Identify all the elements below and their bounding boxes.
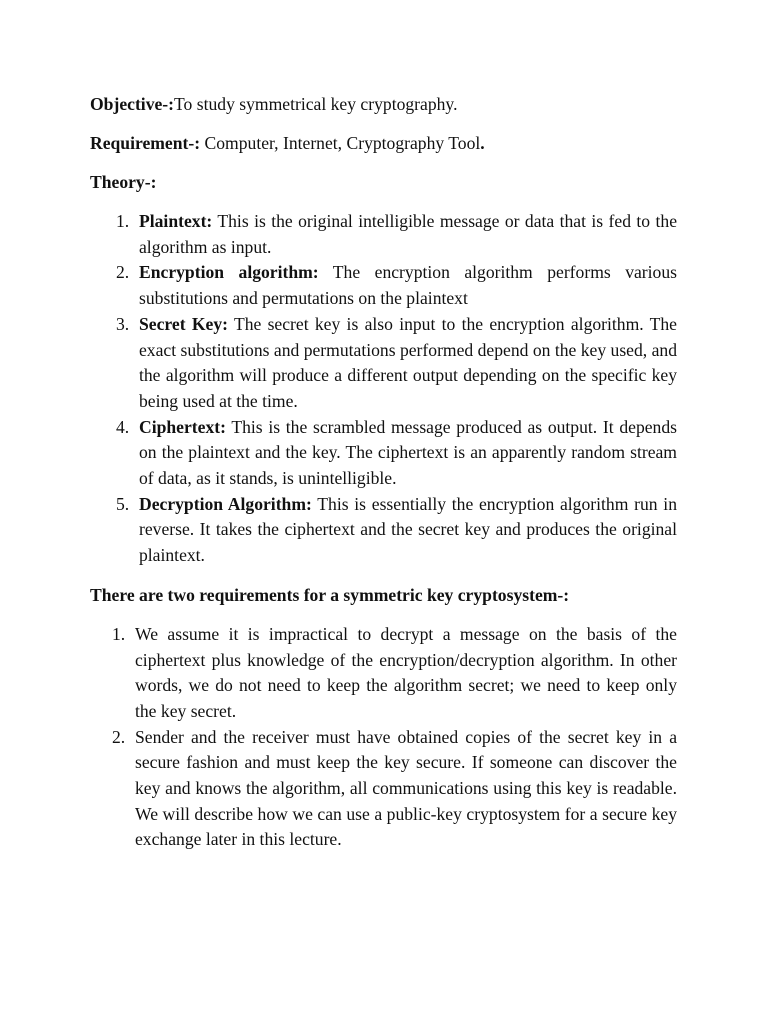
objective-text: To study symmetrical key cryptography.: [174, 94, 458, 114]
list-item: [90, 312, 677, 415]
list-term: Secret Key:: [139, 313, 228, 334]
list-number: 2.: [112, 726, 126, 747]
objective-line: [90, 92, 677, 117]
theory-heading-text: Theory-:: [90, 172, 157, 192]
list-text: Sender and the receiver must have obtained copies of the secret key in a secure fashion and must keep the key secure. If someone can discover the key and knows the algorithm, all communications using this key is readable. We will describe how we can use a public-key cryptosystem for a secure key exchange later in this lecture.: [135, 726, 677, 850]
list-number: 1.: [116, 211, 130, 231]
list-text: This is the original intelligible message or data that is fed to the algorithm as input.: [139, 211, 677, 257]
list-number: 5.: [116, 493, 130, 514]
list-item: [90, 725, 677, 854]
theory-list: [90, 209, 677, 569]
list-text: The encryption algorithm performs various substitutions and permutations on the plaintext: [139, 262, 677, 309]
list-text: We assume it is impractical to decrypt a message on the basis of the ciphertext plus knowledge of the encryption/decryption algorithm. In other words, we do not need to keep the algorithm secret; we need to keep only the key secret.: [135, 623, 677, 721]
list-item: [90, 492, 677, 569]
list-item: [90, 209, 677, 260]
list-text: The secret key is also input to the encryption algorithm. The exact substitutions and permutations performed depend on the key used, and the algorithm will produce a different output depending on the specific key being used at the time.: [139, 313, 677, 411]
list-number: 1.: [112, 623, 126, 644]
list-term: Encryption algorithm:: [139, 262, 319, 283]
list-item: [90, 622, 677, 725]
requirements-list: [90, 622, 677, 853]
list-number: 3.: [116, 313, 130, 334]
list-number: 2.: [116, 262, 130, 283]
list-term: Decryption Algorithm:: [139, 493, 312, 514]
requirement-line: [90, 131, 677, 156]
document-page: [90, 92, 677, 867]
list-text: This is the scrambled message produced as output. It depends on the plaintext and the key. The ciphertext is an apparently random stream of data, as it stands, is unintelligible.: [139, 416, 677, 489]
objective-label: Objective-:: [90, 94, 175, 114]
requirements-heading-text: There are two requirements for a symmetric key cryptosystem-:: [90, 584, 570, 605]
requirement-text: Computer, Internet, Cryptography Tool: [200, 133, 481, 153]
list-text: This is essentially the encryption algorithm run in reverse. It takes the ciphertext and the secret key and produces the original plaintext.: [139, 493, 677, 566]
list-item: [90, 415, 677, 492]
list-term: Plaintext:: [139, 211, 213, 231]
list-number: 4.: [116, 416, 130, 437]
list-term: Ciphertext:: [139, 416, 226, 437]
requirements-heading: [90, 583, 677, 608]
list-item: [90, 260, 677, 311]
requirement-label: Requirement-:: [90, 133, 201, 153]
requirement-end: .: [480, 133, 485, 153]
theory-heading: [90, 170, 677, 195]
